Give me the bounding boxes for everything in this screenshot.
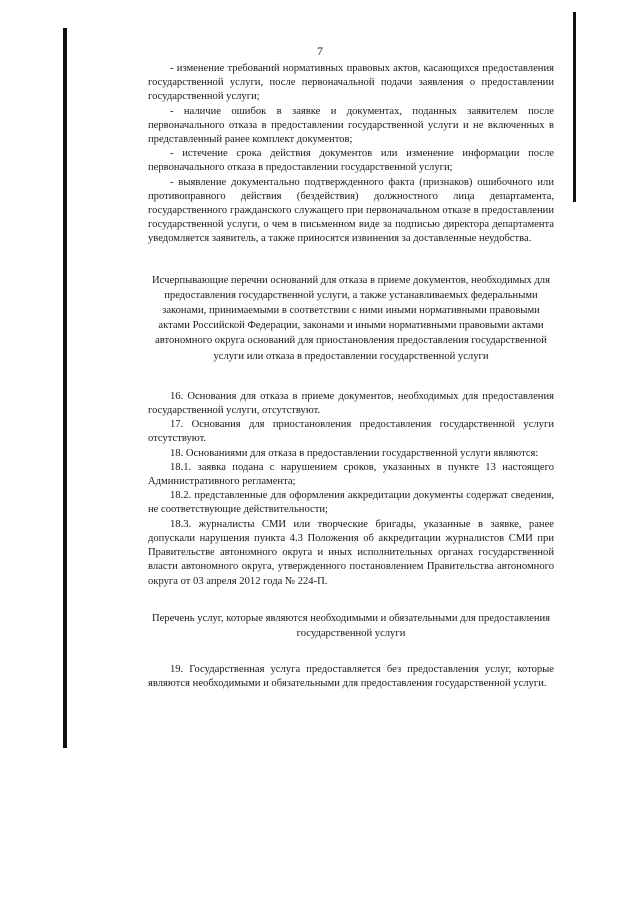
paragraph-18-1: 18.1. заявка подана с нарушением сроков, указанных в пункте 13 настоящего Административного регламента; — [148, 461, 554, 488]
spacer — [148, 641, 554, 663]
list-item: - выявление документально подтвержденного факта (признаков) ошибочного или противоправного действия (бездействия) должностного лица департамента, государственного гражданского служащего при первоначальном отказе в предоставлении государственной услуги, о чем в письменном виде за подписью директора департамента уведомляется заявитель, а также приносятся извинения за доставленные неудобства. — [148, 176, 554, 245]
section-heading-required-services: Перечень услуг, которые являются необходимыми и обязательными для предоставления государственной услуги — [151, 612, 551, 639]
list-item: - наличие ошибок в заявке и документах, поданных заявителем после первоначального отказа в предоставлении государственной услуги и не включенных в представленный ранее комплект документов; — [148, 105, 554, 146]
spacer — [148, 247, 554, 273]
paragraph-16: 16. Основания для отказа в приеме документов, необходимых для предоставления государственной услуги, отсутствуют. — [148, 390, 554, 417]
list-item: - изменение требований нормативных правовых актов, касающихся предоставления государственной услуги, после первоначальной подачи заявления о предоставлении государственной услуги; — [148, 63, 554, 103]
spacer — [148, 589, 554, 611]
page-number: 7 — [317, 44, 323, 58]
list-item: - истечение срока действия документов или изменение информации после первоначального отказа в предоставлении государственной услуги; — [148, 148, 554, 174]
document-body — [148, 62, 554, 692]
paragraph-18-2: 18.2. представленные для оформления аккредитации документы содержат сведения, не соответствующие действительности; — [148, 490, 554, 516]
paragraph-18-3: 18.3. журналисты СМИ или творческие бригады, указанные в заявке, ранее допускали нарушения пункта 4.3 Положения об аккредитации журналистов СМИ при Правительстве автономного округа и иных исполнительных органах государственной власти автономного округа, утвержденного постановлением Правительства автономного округа от 03 апреля 2012 года № 224-П. — [148, 518, 554, 587]
paragraph-17: 17. Основания для приостановления предоставления государственной услуги отсутствуют. — [148, 419, 554, 445]
paragraph-19: 19. Государственная услуга предоставляется без предоставления услуг, которые являются необходимыми и обязательными для предоставления государственной услуги. — [148, 664, 554, 690]
spacer — [148, 364, 554, 390]
scan-edge-right — [573, 12, 576, 202]
scan-edge-left — [63, 28, 67, 748]
paragraph-18: 18. Основаниями для отказа в предоставлении государственной услуги являются: — [170, 447, 539, 459]
section-heading-refusal-grounds: Исчерпывающие перечни оснований для отказа в приеме документов, необходимых для предоставления государственной услуги, а также устанавливаемых федеральными законами, принимаемыми в соответствии с ними иными нормативными правовыми актами Российской Федерации, законами и иными нормативными правовыми актами автономного округа оснований для приостановления предоставления государственной услуги или отказа в предоставлении государственной услуги — [152, 274, 550, 362]
